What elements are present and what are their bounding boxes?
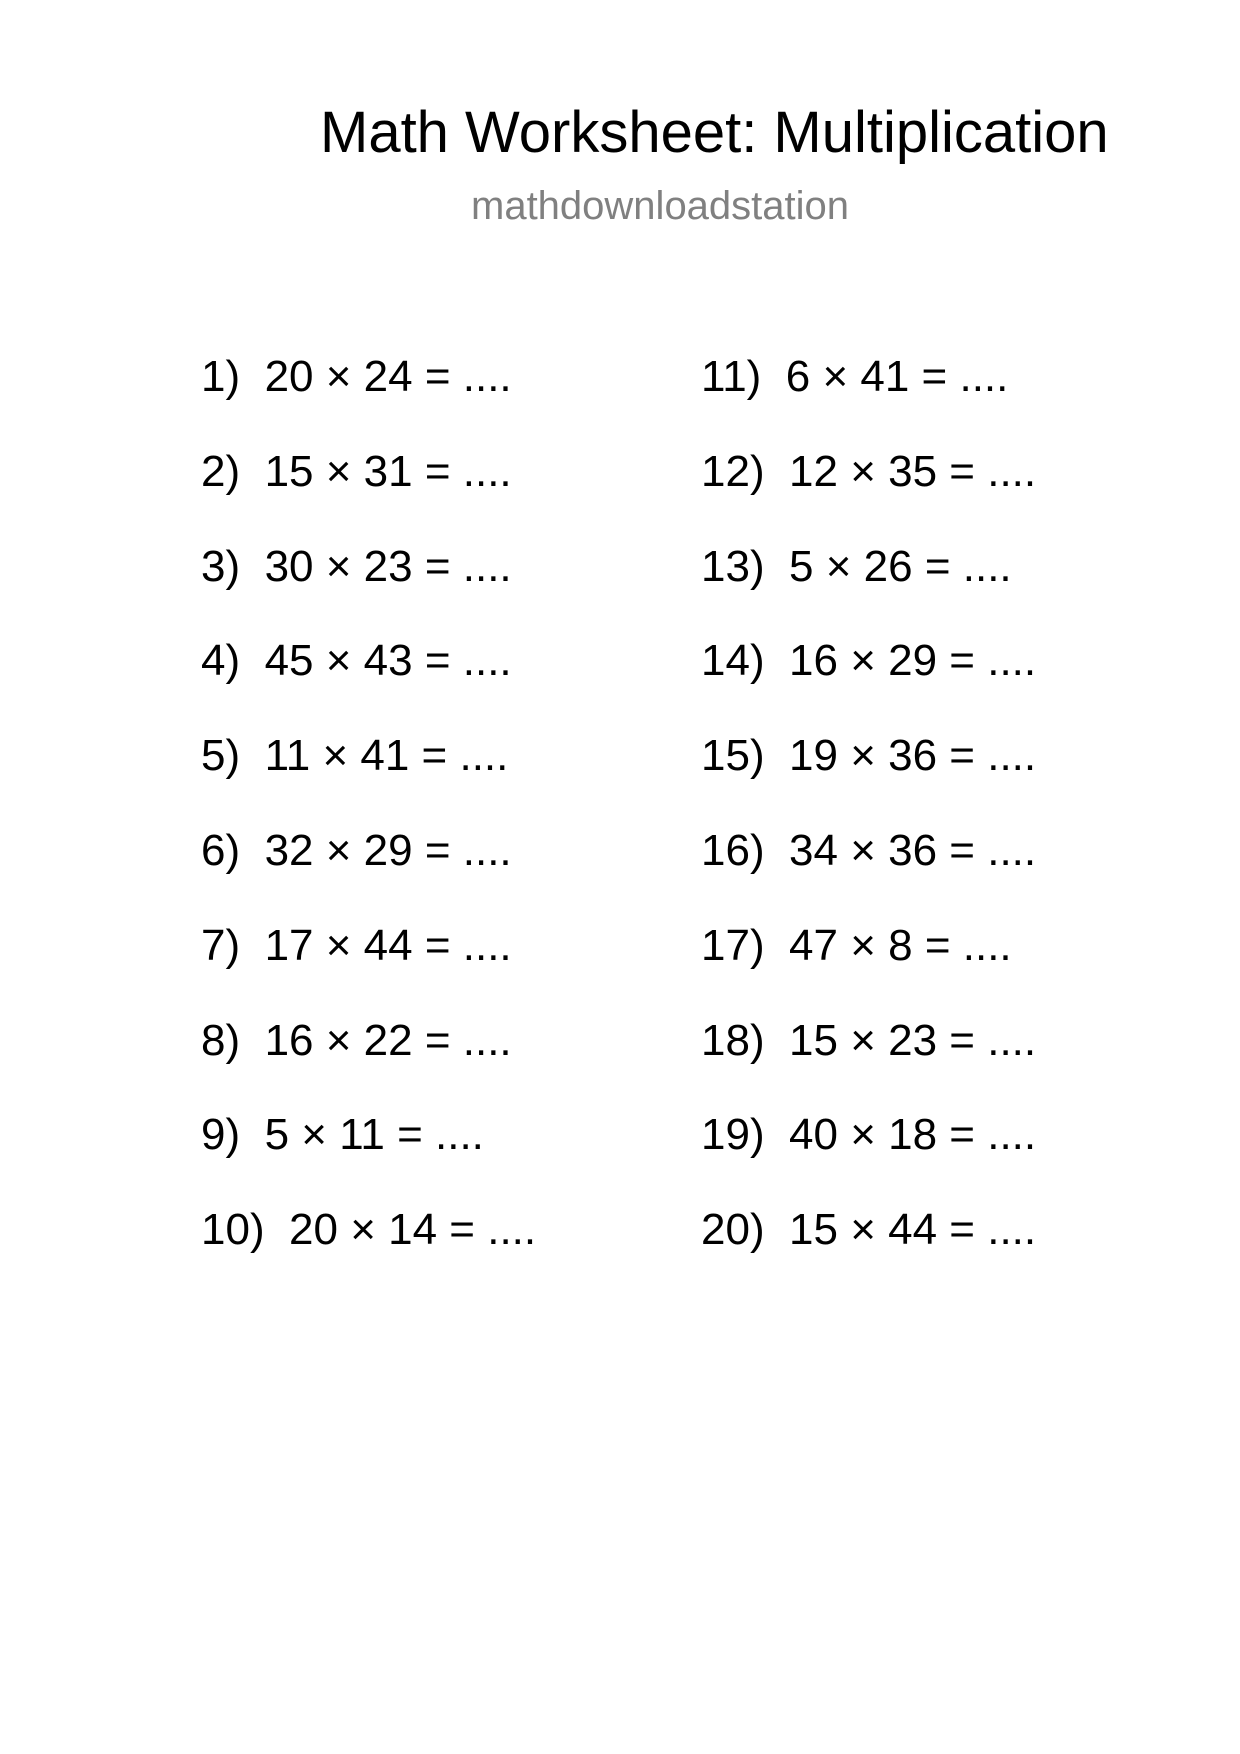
problem-20: 20) 15 × 44 = ....	[701, 1205, 1037, 1255]
problem-9: 9) 5 × 11 = ....	[201, 1110, 484, 1160]
problem-15: 15) 19 × 36 = ....	[701, 731, 1037, 781]
problem-11: 11) 6 × 41 = ....	[701, 352, 1009, 401]
problem-1: 1) 20 × 24 = ....	[201, 352, 512, 401]
problem-4: 4) 45 × 43 = ....	[201, 636, 512, 686]
problems-column-left	[201, 350, 536, 1298]
problem-8: 8) 16 × 22 = ....	[201, 1015, 512, 1065]
worksheet-source: mathdownloadstation	[471, 184, 850, 228]
problem-3: 3) 30 × 23 = ....	[201, 541, 512, 591]
problem-10: 10) 20 × 14 = ....	[201, 1205, 537, 1255]
problem-17: 17) 47 × 8 = ....	[701, 920, 1012, 970]
problem-18: 18) 15 × 23 = ....	[701, 1015, 1037, 1065]
problem-16: 16) 34 × 36 = ....	[701, 825, 1037, 875]
problem-5: 5) 11 × 41 = ....	[201, 731, 509, 781]
problem-19: 19) 40 × 18 = ....	[701, 1110, 1037, 1160]
problem-6: 6) 32 × 29 = ....	[201, 825, 512, 875]
problems-column-right	[701, 350, 1036, 1298]
problem-14: 14) 16 × 29 = ....	[701, 636, 1037, 686]
problem-12: 12) 12 × 35 = ....	[701, 446, 1037, 496]
problem-2: 2) 15 × 31 = ....	[201, 446, 512, 496]
worksheet-title: Math Worksheet: Multiplication	[320, 100, 1109, 165]
problem-13: 13) 5 × 26 = ....	[701, 541, 1012, 591]
problem-7: 7) 17 × 44 = ....	[201, 920, 512, 970]
